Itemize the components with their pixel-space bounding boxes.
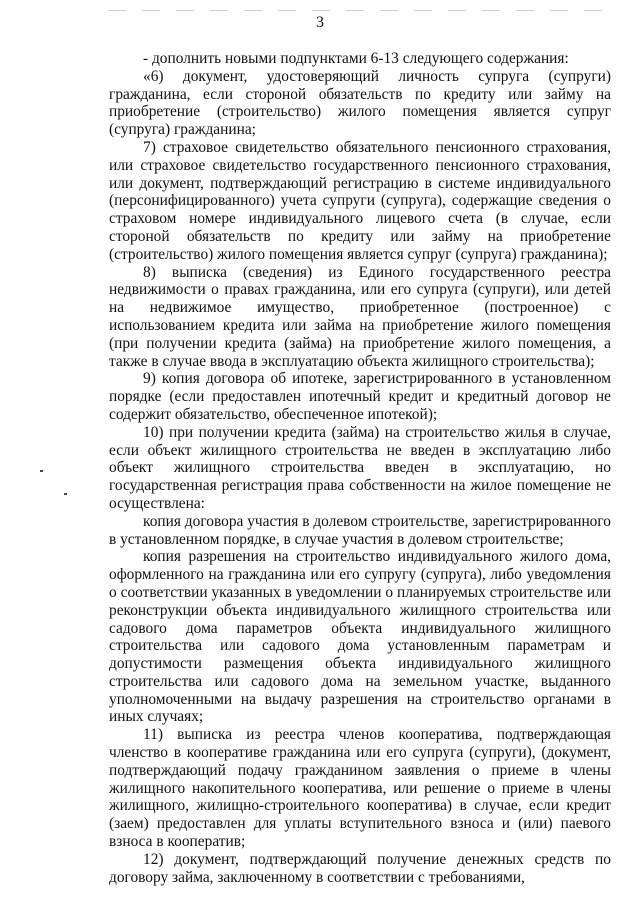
paragraph-item-10-a: копия договора участия в долевом строительстве, зарегистрированного в установленном порядке, в случае участия в долевом строительстве; <box>109 512 611 548</box>
paragraph-intro: - дополнить новыми подпунктами 6-13 следующего содержания: <box>143 50 569 67</box>
scan-speck <box>40 470 43 472</box>
paragraph-item-9: 9) копия договора об ипотеке, зарегистрированного в установленном порядке (если предоставлен ипотечный кредит и кредитный договор не содержит обязательство, обеспеченное ипотекой); <box>109 370 611 423</box>
paragraph-item-12: 12) документ, подтверждающий получение денежных средств по договору займа, заключенному в соответствии с требованиями, <box>109 850 611 886</box>
page-number: 3 <box>316 14 324 31</box>
scan-speck <box>64 493 67 495</box>
paragraph-item-8: 8) выписка (сведения) из Единого государственного реестра недвижимости о правах гражданина, или его супруга (супруги), или детей на недвижимое имущество, приобретенное (построенное) с использованием кредита или займа на приобретение жилого помещения (при получении кредита (займа) на приобретение жилого помещения, а также в случае ввода в эксплуатацию объекта жилищного строительства); <box>109 263 611 370</box>
paragraph-item-6: «6) документ, удостоверяющий личность супруга (супруги) гражданина, если стороной обязательств по кредиту или займу на приобретение (строительство) жилого помещения является супруг (супруга) гражданина; <box>109 67 611 139</box>
paragraph-item-7: 7) страховое свидетельство обязательного пенсионного страхования, или страховое свидетельство государственного пенсионного страхования, или документ, подтверждающий регистрацию в системе индивидуального (персонифицированного) учета супруги (супруга), содержащие сведения о страховом номере индивидуального лицевого счета (в случае, если стороной обязательств по кредиту или займу на приобретение (строительство) жилого помещения является супруг (супруга) гражданина); <box>109 138 611 263</box>
scan-artifact-line <box>108 10 608 11</box>
paragraph-item-10: 10) при получении кредита (займа) на строительство жилья в случае, если объект жилищного строительства не введен в эксплуатацию либо объект жилищного строительства введен в эксплуатацию, но государственная регистрация права собственности на жилое помещение не осуществлена: <box>109 423 611 512</box>
paragraph-item-10-b: копия разрешения на строительство индивидуального жилого дома, оформленного на гражданина или его супругу (супруга), либо уведомления о соответствии указанных в уведомлении о планируемых строительстве или реконструкции объекта индивидуального жилищного строительства или садового дома параметров объекта индивидуального жилищного строительства или садового дома установленным параметрам и допустимости размещения объекта индивидуального жилищного строительства или садового дома на земельном участке, выданного уполномоченными на выдачу разрешения на строительство органами в иных случаях; <box>109 548 611 726</box>
document-body <box>109 50 611 886</box>
paragraph-item-11: 11) выписка из реестра членов кооператива, подтверждающая членство в кооперативе гражданина или его супруга (супруги), (документ, подтверждающий подачу гражданином заявления о приеме в члены жилищного накопительного кооператива, или решение о приеме в члены жилищного, жилищно-строительного кооператива) в случае, если кредит (заем) предоставлен для уплаты вступительного взноса и (или) паевого взноса в кооператив; <box>109 726 611 851</box>
